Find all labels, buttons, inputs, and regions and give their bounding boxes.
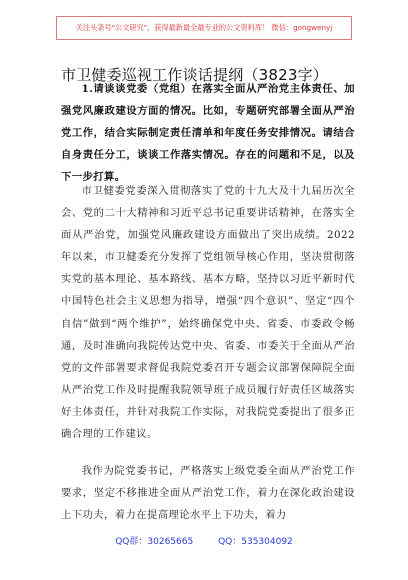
question-paragraph: 1.请谈谈党委（党组）在落实全面从严治党主体责任、加强党风廉政建设方面的情况。比如，专题研究部署全面从严治党工作，结合实际制定责任清单和年度任务安排情况。请结合自身责任分工，谈谈工作落实情况。存在的问题和不足，以及下一步打算。: [61, 83, 355, 184]
body-paragraph-1: 市卫健委党委深入贯彻落实了党的十九大及十九届历次全会、党的二十大精神和习近平总书记重要讲话精神，在落实全面从严治党，加强党风廉政建设方面做出了突出成绩。2022年以来，市卫健委充分发挥了党组领导核心作用，坚决贯彻落实党的基本理论、基本路线、基本方略，坚持以习近平新时代中国特色社会主义思想为指导，增强“四个意识”、坚定“四个自信”做到“两个维护”，始终确保党中央、省委、市委政令畅通，及时准确向我院传达党中央、省委、市委关于全面从严治党的文件部署要求督促我院党委召开专题会议部署保障院全面从严治党工作及时提醒我院领导班子成员履行好责任区域落实好主体责任，并针对我院工作实际，对我院党委提出了很多正确合理的工作建议。: [61, 185, 355, 441]
footer-qq-group: QQ群：30265665: [115, 537, 194, 547]
document-title: 市卫健委巡视工作谈话提纲（3823字）: [61, 66, 328, 84]
body-paragraph-2: 我作为院党委书记，严格落实上级党委全面从严治党工作要求，坚定不移推进全面从严治党工作，着力在深化政治建设上下功夫，着力在提高理论水平上下功夫，着力: [61, 465, 355, 522]
header-banner: 关注头条号"公文研究"，获得最新最全最专业的公文资料库！ 微信：gongwenyj: [56, 16, 352, 40]
footer-contact: [0, 534, 408, 547]
footer-qq: QQ：535304092: [218, 537, 293, 547]
